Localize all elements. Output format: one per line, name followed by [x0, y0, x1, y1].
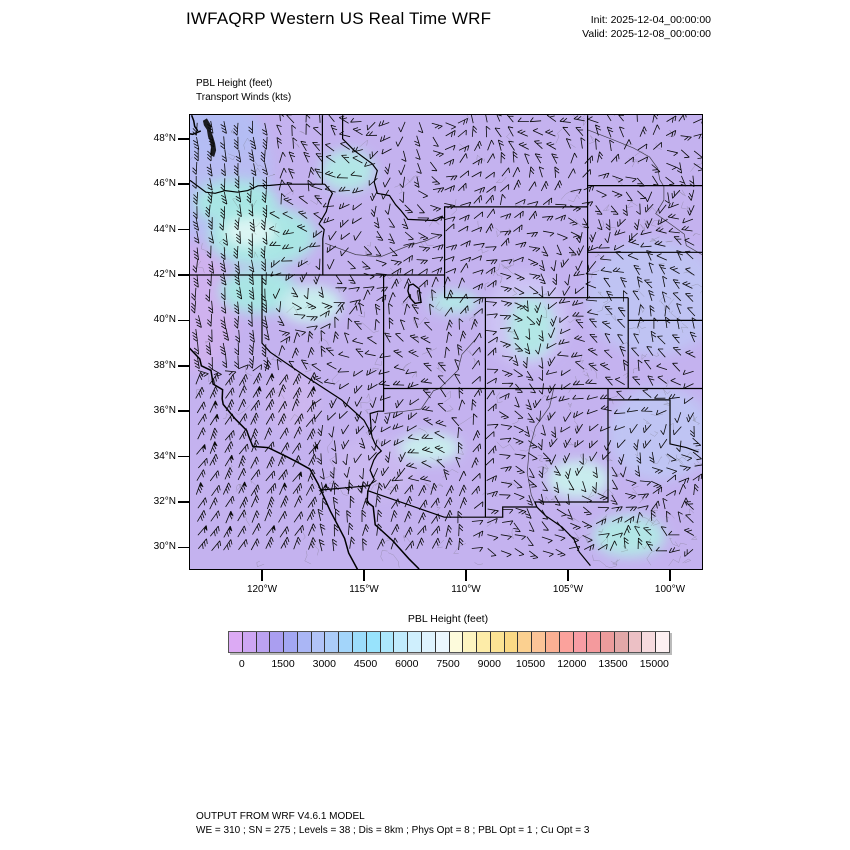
field-labels: [196, 77, 291, 105]
lat-tick: [178, 183, 189, 185]
colorbar-cell: [600, 632, 614, 652]
field-label-pbl: PBL Height (feet): [196, 78, 273, 89]
footer-config-line: WE = 310 ; SN = 275 ; Levels = 38 ; Dis = 8km ; Phys Opt = 8 ; PBL Opt = 1 ; Cu Opt = 3: [196, 824, 590, 836]
colorbar-tick-label: 1500: [271, 658, 295, 670]
lon-tick-label: 105°W: [552, 584, 584, 595]
colorbar-labels: [228, 658, 668, 672]
colorbar-cell: [586, 632, 600, 652]
colorbar-tick-label: 9000: [477, 658, 501, 670]
colorbar-cell: [435, 632, 449, 652]
lat-tick-label: 46°N: [153, 178, 176, 190]
colorbar-cell: [366, 632, 380, 652]
colorbar-cell: [407, 632, 421, 652]
lat-tick: [178, 138, 189, 140]
colorbar-cell: [490, 632, 504, 652]
init-time: Init: 2025-12-04_00:00:00: [590, 14, 711, 26]
colorbar-cell: [531, 632, 545, 652]
lon-tick: [465, 570, 467, 581]
run-times: [582, 13, 711, 41]
lon-tick: [567, 570, 569, 581]
colorbar-cell: [352, 632, 366, 652]
lat-tick: [178, 547, 189, 549]
colorbar-cell: [449, 632, 463, 652]
lat-tick: [178, 229, 189, 231]
colorbar-tick-label: 10500: [515, 658, 546, 670]
lon-tick-label: 100°W: [654, 584, 686, 595]
colorbar-cell: [517, 632, 531, 652]
colorbar-cell: [476, 632, 490, 652]
lat-tick-label: 36°N: [153, 405, 176, 417]
lat-tick: [178, 501, 189, 503]
lat-tick-label: 40°N: [153, 314, 176, 326]
lat-tick: [178, 274, 189, 276]
lat-tick: [178, 365, 189, 367]
colorbar-cell: [614, 632, 628, 652]
lon-tick: [363, 570, 365, 581]
colorbar-cell: [229, 632, 242, 652]
colorbar-cell: [504, 632, 518, 652]
colorbar-cell: [242, 632, 256, 652]
colorbar-cell: [380, 632, 394, 652]
colorbar-cell: [311, 632, 325, 652]
lat-tick: [178, 456, 189, 458]
model-info-footer: [196, 810, 589, 838]
colorbar-tick-label: 12000: [557, 658, 587, 670]
colorbar-cell: [297, 632, 311, 652]
lat-tick-label: 38°N: [153, 359, 176, 371]
lon-tick-label: 115°W: [349, 584, 379, 595]
colorbar-tick-label: 7500: [436, 658, 460, 670]
footer-model-line: OUTPUT FROM WRF V4.6.1 MODEL: [196, 811, 365, 822]
lat-tick-label: 44°N: [153, 223, 176, 235]
lon-tick-label: 120°W: [246, 584, 278, 595]
colorbar-cell: [641, 632, 655, 652]
colorbar-tick-label: 6000: [395, 658, 419, 670]
lon-tick-label: 110°W: [451, 584, 481, 595]
colorbar-tick-label: 4500: [353, 658, 378, 670]
map-plot-area: [189, 114, 703, 570]
colorbar-cell: [256, 632, 270, 652]
colorbar-cell: [421, 632, 435, 652]
lat-tick-label: 32°N: [153, 496, 176, 508]
colorbar-cell: [462, 632, 476, 652]
colorbar-cell: [393, 632, 407, 652]
lat-tick-label: 48°N: [153, 132, 176, 144]
valid-time: Valid: 2025-12-08_00:00:00: [582, 28, 711, 40]
lat-tick-label: 42°N: [153, 269, 176, 281]
colorbar-tick-label: 13500: [598, 658, 628, 670]
field-label-winds: Transport Winds (kts): [196, 92, 292, 103]
lon-tick: [669, 570, 671, 581]
colorbar-cell: [655, 632, 669, 652]
page-title: IWFAQRP Western US Real Time WRF: [186, 9, 492, 28]
colorbar: [228, 631, 670, 653]
lat-tick-label: 30°N: [153, 541, 176, 553]
wrf-map-canvas: [190, 115, 702, 569]
colorbar-cell: [269, 632, 283, 652]
colorbar-cell: [324, 632, 338, 652]
lon-tick: [261, 570, 263, 581]
colorbar-cell: [338, 632, 352, 652]
colorbar-cell: [283, 632, 297, 652]
colorbar-tick-label: 3000: [312, 658, 336, 670]
colorbar-cell: [573, 632, 587, 652]
colorbar-cell: [545, 632, 559, 652]
colorbar-cell: [559, 632, 573, 652]
colorbar-cell: [628, 632, 642, 652]
lat-tick: [178, 410, 189, 412]
colorbar-title: PBL Height (feet): [407, 613, 489, 625]
colorbar-tick-label: 0: [238, 658, 245, 670]
colorbar-tick-label: 15000: [639, 658, 669, 670]
lat-tick: [178, 320, 189, 322]
lat-tick-label: 34°N: [153, 450, 176, 462]
